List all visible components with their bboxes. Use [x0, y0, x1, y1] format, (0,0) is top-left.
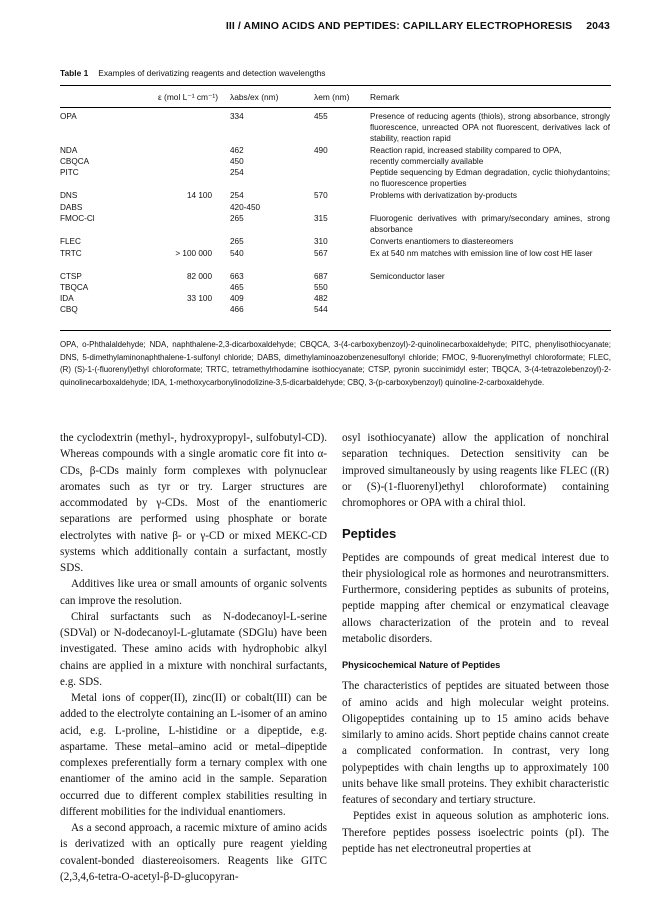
header-title: III / AMINO ACIDS AND PEPTIDES: CAPILLARY ELECTROPHORESIS [225, 20, 573, 32]
col-header-emission: λem (nm) [314, 92, 350, 102]
cell-remark: Semiconductor laser [370, 272, 445, 281]
cell-absorbance: 663 [230, 272, 244, 281]
cell-reagent: DABS [60, 203, 83, 212]
cell-epsilon: 33 100 [186, 294, 212, 303]
cell-remark: Fluorogenic derivatives with primary/secondary amines, strong absorbance [370, 214, 610, 234]
cell-emission: 482 [314, 294, 328, 303]
cell-reagent: TRTC [60, 249, 82, 258]
table-header-rule [60, 107, 611, 108]
cell-remark: Problems with derivatization by-products [370, 191, 517, 200]
cell-remark: Peptide sequencing by Edman degradation, cyclic thiohydantoins; no fluorescence properties [370, 168, 610, 188]
cell-reagent: PITC [60, 168, 79, 177]
paragraph: The characteristics of peptides are situated between those of amino acids and high molecular weight proteins. Oligopeptides containing up to 15 amino acids behave similarly to amino acids. Short peptide chains cannot create a complicated conformation. In contrast, very long polypeptides with chain lengths up to approximately 100 units behave like small proteins. They exhibit characteristic features of secondary and tertiary structure. [342, 680, 609, 806]
table-top-rule [60, 85, 611, 86]
cell-reagent: CTSP [60, 272, 82, 281]
cell-absorbance: 420-450 [230, 203, 261, 212]
table-bottom-rule [60, 330, 611, 331]
cell-absorbance: 409 [230, 294, 244, 303]
cell-absorbance: 254 [230, 168, 244, 177]
cell-absorbance: 334 [230, 112, 244, 121]
cell-emission: 490 [314, 146, 328, 155]
col-header-absorbance: λabs/ex (nm) [230, 92, 279, 102]
paragraph: Chiral surfactants such as N-dodecanoyl-L-serine (SDVal) or N-dodecanoyl-L-glutamate (SDGlu) have been investigated. These amino acids with hydrophobic alkyl chains are applied in a mixture with nonchiral surfactants, e.g. SDS. [60, 610, 327, 688]
cell-reagent: FLEC [60, 237, 81, 246]
cell-reagent: TBQCA [60, 283, 89, 292]
cell-epsilon: 14 100 [186, 191, 212, 200]
cell-remark: Reaction rapid, increased stability compared to OPA, [370, 146, 562, 155]
right-text-column [342, 430, 609, 857]
cell-absorbance: 450 [230, 157, 244, 166]
cell-emission: 544 [314, 305, 328, 314]
cell-remark: Ex at 540 nm matches with emission line of low cost HE laser [370, 249, 593, 258]
cell-reagent: CBQCA [60, 157, 90, 166]
cell-emission: 315 [314, 214, 328, 223]
cell-reagent: CBQ [60, 305, 78, 314]
subsection-heading: Physicochemical Nature of Peptides [342, 660, 501, 670]
section-heading: Peptides [342, 526, 397, 542]
left-text-column [60, 430, 327, 885]
cell-reagent: NDA [60, 146, 78, 155]
running-header [0, 20, 610, 32]
cell-reagent: IDA [60, 294, 74, 303]
paragraph: Additives like urea or small amounts of organic solvents can improve the resolution. [60, 578, 327, 607]
table-caption-text: Examples of derivatizing reagents and detection wavelengths [98, 68, 326, 78]
page-number: 2043 [586, 20, 610, 32]
cell-absorbance: 540 [230, 249, 244, 258]
cell-remark: Converts enantiomers to diastereomers [370, 237, 514, 246]
col-header-remark: Remark [370, 92, 400, 102]
cell-remark: recently commercially available [370, 157, 484, 166]
table-footnote: OPA, o-Phthalaldehyde; NDA, naphthalene-2,3-dicarboxaldehyde; CBQCA, 3-(4-carboxybenzoyl)-2-quinolinecarboxaldehyde; PITC, phenylisothiocyanate; DNS, 5-dimethylaminonaphthalene-1-sulfonyl chloride; DABS, dimethylaminoazobenzenesulfonyl chloride; FMOC, 9-fluorenylmethyl chloroformate; FLEC, (R) (S)-1-(-fluorenyl)ethyl chloroformate; TRTC, tetramethylrhodamine isothiocyanate; CTSP, pyronin succinimidyl ester; TBQCA, 3-(4-tetrazolebenzoyl)-2-quinolinecarboxaldehyde; IDA, 1-methoxycarbonylinodolizine-3,5-dicarbaldehyde; CBQ, 3-(p-carboxybenzoyl) quinoline-2-carboxaldehyde. [60, 340, 611, 387]
paragraph: Metal ions of copper(II), zinc(II) or cobalt(III) can be added to the electrolyte containing an L-isomer of an amino acid, e.g. L-proline, L-histidine or a dipeptide, e.g. aspartame. These metal–amino acid or metal–dipeptide complexes preferentially form a ternary complex with one enantiomer of the amino acid in the sample. Separation occurred due to different complex stabilities resulting in different mobilities for the individual enantiomers. [60, 692, 327, 818]
paragraph: Peptides exist in aqueous solution as amphoteric ions. Therefore peptides possess isoelectric points (pI). The peptide has net electroneutral properties at [342, 810, 609, 855]
paragraph: As a second approach, a racemic mixture of amino acids is derivatized with an optically pure reagent yielding covalent-bonded diastereoisomers. Reagents like GITC (2,3,4,6-tetra-O-acetyl-β-D-glucopyran- [60, 822, 327, 883]
cell-emission: 570 [314, 191, 328, 200]
col-header-epsilon: ε (mol L⁻¹ cm⁻¹) [157, 92, 218, 102]
table-label: Table 1 [60, 68, 89, 78]
cell-reagent: FMOC-Cl [60, 214, 95, 223]
cell-reagent: OPA [60, 112, 77, 121]
cell-absorbance: 265 [230, 237, 244, 246]
cell-absorbance: 265 [230, 214, 244, 223]
cell-emission: 550 [314, 283, 328, 292]
cell-emission: 310 [314, 237, 328, 246]
paragraph: osyl isothiocyanate) allow the application of nonchiral separation techniques. Detection sensitivity can be improved simultaneously by using reagents like FLEC ((R) or (S)-(1-fluorenyl)ethyl chloroformate) containing chromophores or OPA with a chiral thiol. [342, 432, 609, 509]
cell-reagent: DNS [60, 191, 78, 200]
cell-emission: 687 [314, 272, 328, 281]
paragraph: Peptides are compounds of great medical interest due to their physiological role as hormones and neurotransmitters. Furthermore, considering peptides as subunits of proteins, peptide mapping after chemical or enzymatical cleavage allows characterization of the protein and to reveal metabolic disorders. [342, 551, 609, 645]
cell-emission: 567 [314, 249, 328, 258]
cell-remark: Presence of reducing agents (thiols), strong absorbance, strongly fluorescence, unreacted OPA not fluorescent, derivatives lack of stability, reaction rapid [370, 112, 610, 143]
paragraph: the cyclodextrin (methyl-, hydroxypropyl-, sulfobutyl-CD). Whereas compounds with a single aromatic core fit into α-CDs, β-CDs mainly form complexes with polynuclear aromates such as tyr or try. Larger structures are accommodated by γ-CDs. Most of the enantiomeric separations are performed using phosphate or borate electrolytes with native β- or γ-CD or mixed MEKC-CD systems which additionally contain a surfactant, mostly SDS. [60, 432, 327, 574]
cell-absorbance: 254 [230, 191, 244, 200]
cell-absorbance: 465 [230, 283, 244, 292]
cell-absorbance: 462 [230, 146, 244, 155]
cell-epsilon: > 100 000 [175, 249, 212, 258]
cell-absorbance: 466 [230, 305, 244, 314]
cell-emission: 455 [314, 112, 328, 121]
table-caption [60, 68, 325, 78]
cell-epsilon: 82 000 [186, 272, 212, 281]
